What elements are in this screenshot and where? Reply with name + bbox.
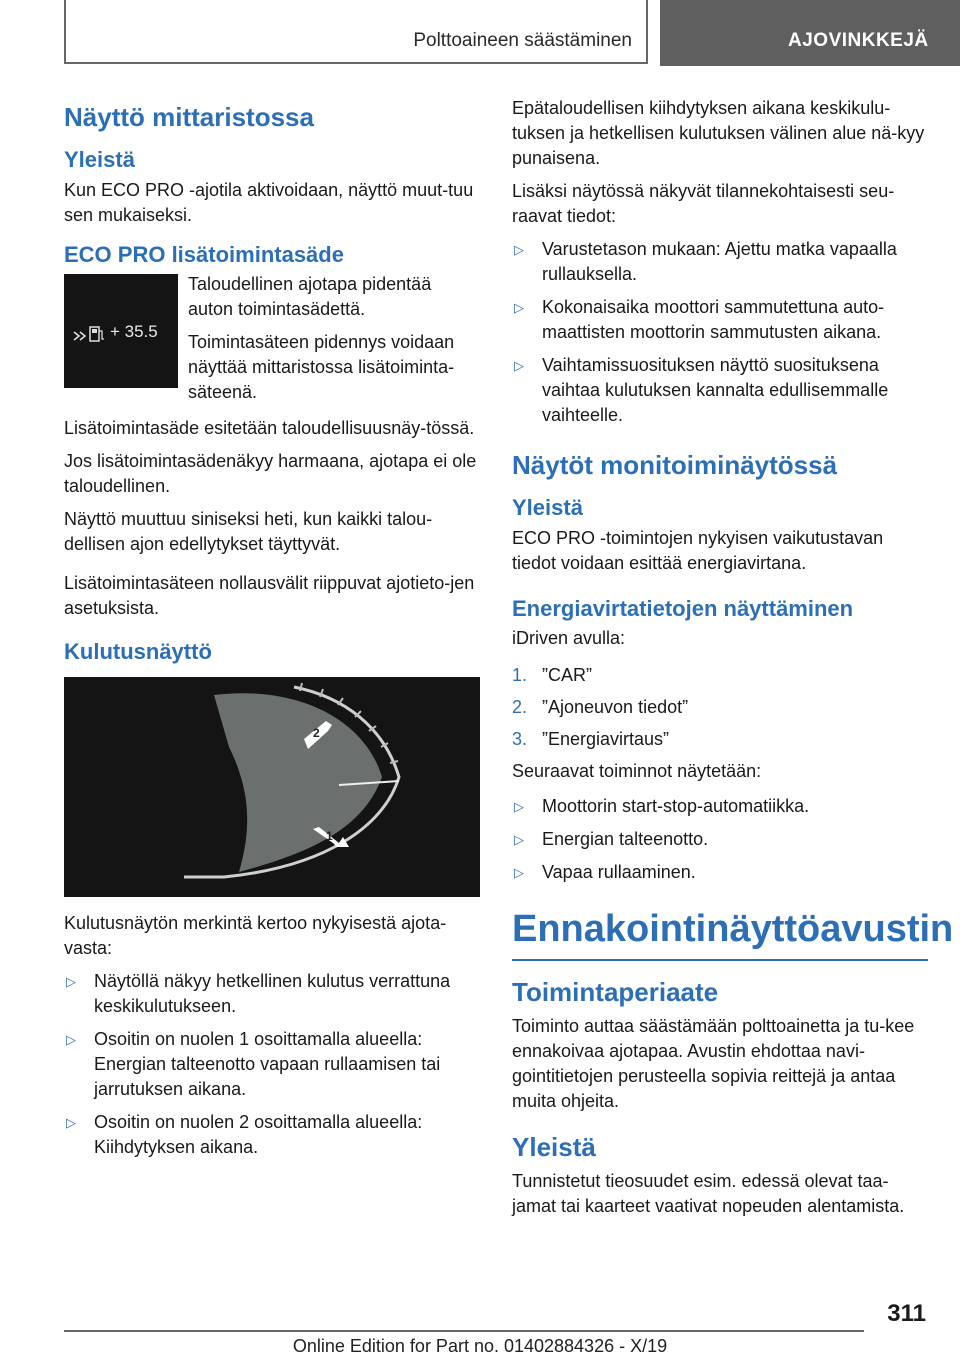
heading-general: Yleistä bbox=[64, 147, 135, 173]
paragraph-principle: Toiminto auttaa säästämään polttoainetta ja tu-kee ennakoivaa ajotapaa. Avustin ehdottaa navi-gointitietojen perusteella sopivia reittejä ja antaa muita ohjeita. bbox=[512, 1015, 915, 1111]
paragraph-range-1: Lisätoimintasäde esitetään taloudellisuusnäy-tössä. bbox=[64, 417, 475, 438]
triangle-bullet-icon: ▷ bbox=[514, 358, 524, 373]
list-item: ▷ Energian talteenotto. bbox=[512, 827, 928, 852]
heading-consumption-display: Kulutusnäyttö bbox=[64, 638, 212, 664]
eco-paragraph-2: Toimintasäteen pidennys voidaan näyttää mittaristossa lisätoiminta-säteenä. bbox=[188, 331, 455, 402]
footer-divider bbox=[64, 1330, 864, 1332]
info-bullets bbox=[512, 237, 928, 428]
triangle-bullet-icon: ▷ bbox=[514, 300, 524, 315]
paragraph-consumption: Kulutusnäytön merkintä kertoo nykyisestä ajota-vasta: bbox=[64, 913, 447, 959]
header-chapter-tab: AJOVINKKEJÄ bbox=[660, 0, 960, 66]
eco-paragraph-1: Taloudellinen ajotapa pidentää auton toimintasädettä. bbox=[188, 273, 432, 319]
list-item: ▷ Varustetason mukaan: Ajettu matka vapaalla rullauksella. bbox=[514, 239, 897, 284]
list-item: ▷ Näytöllä näkyy hetkellinen kulutus verrattuna keskikulutukseen. bbox=[66, 971, 451, 1017]
triangle-bullet-icon: ▷ bbox=[514, 864, 524, 880]
function-bullets bbox=[512, 794, 928, 885]
consumption-gauge-image bbox=[64, 677, 480, 897]
paragraph-general: Kun ECO PRO -ajotila aktivoidaan, näyttö muut-tuu sen mukaiseksi. bbox=[64, 179, 474, 225]
gauge-label-1: 1 bbox=[326, 829, 333, 844]
list-item: ▷ Osoitin on nuolen 2 osoittamalla alueella: Kiihdytyksen aikana. bbox=[66, 1112, 423, 1158]
eco-range-value: + 35.5 bbox=[110, 321, 158, 341]
paragraph-top-1: Epätaloudellisen kiihdytyksen aikana keskikulu-tuksen ja hetkellisen kulutuksen välinen alue nä-kyy punaisena. bbox=[512, 98, 925, 168]
heading-principle: Toimintaperiaate bbox=[512, 976, 719, 1007]
heading-predictive-assistant: Ennakointinäyttöavustin bbox=[512, 907, 928, 961]
list-item: 1. ”CAR” bbox=[512, 664, 592, 685]
eco-range-display-image bbox=[64, 274, 178, 388]
right-column bbox=[512, 96, 954, 1227]
list-item: ▷ Kokonaisaika moottori sammutettuna auto-maattisten moottorin sammutusten aikana. bbox=[514, 297, 885, 342]
triangle-bullet-icon: ▷ bbox=[514, 831, 524, 847]
paragraph-functions: Seuraavat toiminnot näytetään: bbox=[512, 760, 762, 781]
paragraph-general-3: Tunnistetut tieosuudet esim. edessä olevat taa-jamat tai kaarteet vaativat nopeuden alentamista. bbox=[512, 1170, 905, 1216]
footer-edition: Online Edition for Part no. 01402884326 - X/19 bbox=[292, 1336, 668, 1356]
heading-energy-flow: Energiavirtatietojen näyttäminen bbox=[512, 595, 854, 621]
heading-general-2: Yleistä bbox=[512, 495, 583, 521]
eco-range-block bbox=[64, 272, 480, 412]
left-column bbox=[64, 96, 480, 1168]
list-item: 2. ”Ajoneuvon tiedot” bbox=[512, 696, 689, 717]
paragraph-top-2: Lisäksi näytössä näkyvät tilannekohtaisesti seu-raavat tiedot: bbox=[512, 181, 895, 226]
consumption-bullets bbox=[64, 969, 480, 1160]
triangle-bullet-icon: ▷ bbox=[66, 974, 76, 990]
triangle-bullet-icon: ▷ bbox=[514, 242, 524, 257]
paragraph-range-2: Jos lisätoimintasädenäkyy harmaana, ajotapa ei ole taloudellinen. bbox=[64, 450, 477, 496]
list-item: ▷ Vaihtamissuosituksen näyttö suosituksena vaihtaa kulutuksen kannalta edullisemmalle vaihteelle. bbox=[514, 355, 889, 425]
page-header bbox=[0, 0, 960, 66]
idrive-steps bbox=[512, 663, 928, 752]
eco-range-text bbox=[188, 272, 480, 413]
paragraph-range-4: Lisätoimintasäteen nollausvälit riippuvat ajotieto-jen asetuksista. bbox=[64, 572, 475, 618]
paragraph-general-2: ECO PRO -toimintojen nykyisen vaikutustavan tiedot voidaan esittää energiavirtana. bbox=[512, 527, 884, 573]
list-item: ▷ Moottorin start-stop-automatiikka. bbox=[512, 794, 928, 819]
list-item: ▷ Vapaa rullaaminen. bbox=[512, 860, 928, 885]
header-section-box bbox=[64, 0, 648, 64]
paragraph-idrive: iDriven avulla: bbox=[512, 627, 626, 648]
page-number: 311 bbox=[887, 1300, 926, 1327]
heading-multifunction-display: Näytöt monitoiminäytössä bbox=[512, 450, 838, 480]
paragraph-range-3: Näyttö muuttuu siniseksi heti, kun kaikki talou-dellisen ajon edellytykset täyttyvät. bbox=[64, 508, 433, 554]
list-item: 3. ”Energiavirtaus” bbox=[512, 728, 670, 749]
header-section-title: Polttoaineen säästäminen bbox=[413, 30, 632, 51]
heading-eco-pro-range: ECO PRO lisätoimintasäde bbox=[64, 241, 344, 267]
triangle-bullet-icon: ▷ bbox=[66, 1032, 76, 1048]
heading-display-cluster: Näyttö mittaristossa bbox=[64, 102, 314, 132]
gauge-label-2: 2 bbox=[313, 726, 320, 741]
triangle-bullet-icon: ▷ bbox=[514, 798, 524, 814]
list-item: ▷ Osoitin on nuolen 1 osoittamalla alueella: Energian talteenotto vapaan rullaamisen tai jarrutuksen aikana. bbox=[66, 1029, 441, 1100]
triangle-bullet-icon: ▷ bbox=[66, 1115, 76, 1131]
heading-general-3: Yleistä bbox=[512, 1131, 596, 1162]
